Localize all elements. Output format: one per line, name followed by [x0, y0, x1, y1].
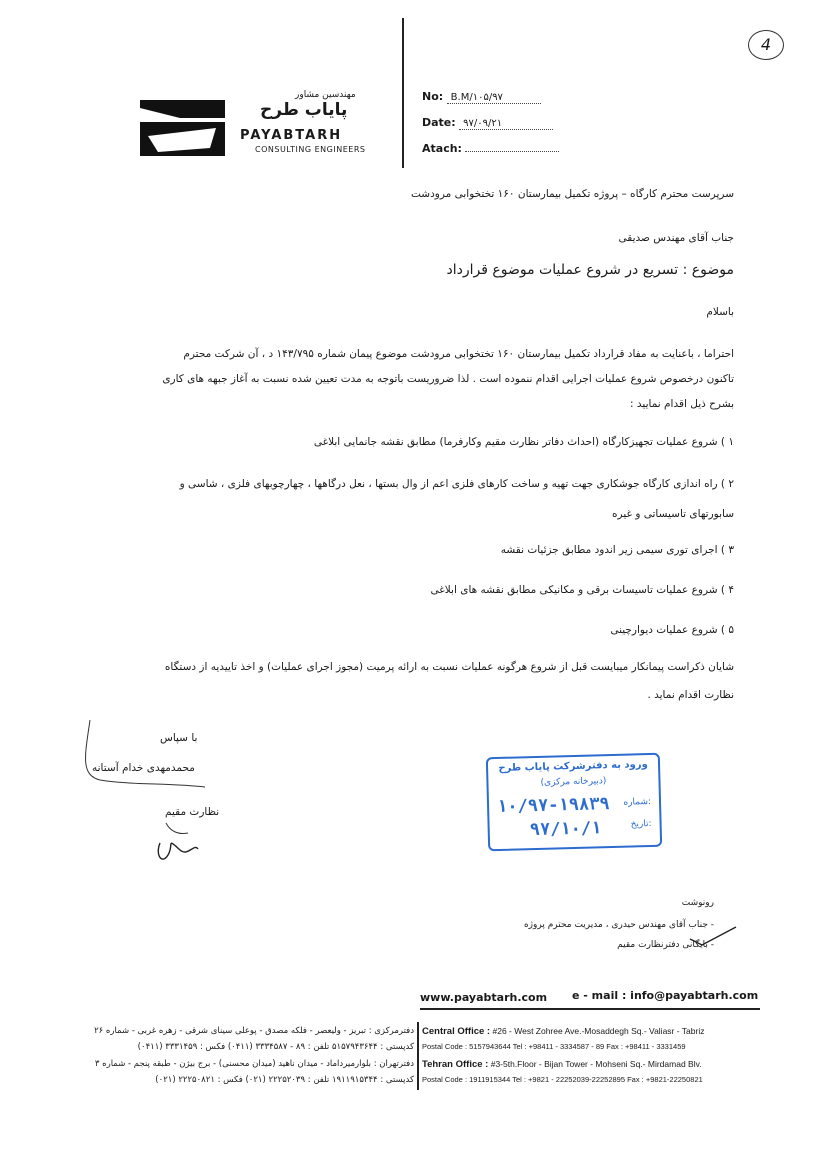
- intro-line-2: تاکنون درخصوص شروع عملیات اجرایی اقدام ننموده است . لذا ضروریست باتوجه به مدت تعیین شده نسبت به آغاز جبهه های کاری: [162, 373, 734, 385]
- attach-label: Atach:: [422, 142, 462, 155]
- central-office-contact-fa: کدپستی : ۵۱۵۷۹۴۳۶۴۴ تلفن : ۸۹ - ۳۳۳۴۵۸۷ (۰۴۱۱) فکس : ۳۳۳۱۴۵۹ (۰۴۱۱): [137, 1042, 414, 1052]
- no-label: No:: [422, 90, 444, 103]
- item-5: ۵ ) شروع عملیات دیوارچینی: [610, 624, 734, 636]
- letter-number-row: [422, 90, 541, 104]
- handwritten-signature: [70, 715, 220, 880]
- footer-email: e - mail : info@payabtarh.com: [572, 989, 759, 1002]
- stamp-subtitle: (دبیرخانه مرکزی): [540, 776, 607, 788]
- intro-line-1: احتراما ، باعنایت به مفاد قرارداد تکمیل بیمارستان ۱۶۰ تختخوابی مرودشت موضوع پیمان شماره ۱۴۳/۷۹۵ د ، آن شرکت محترم: [183, 348, 734, 360]
- item-3: ۳ ) اجرای توری سیمی زیر اندود مطابق جزئیات نقشه: [500, 544, 734, 556]
- tehran-office-row: [422, 1059, 702, 1070]
- date-label: Date:: [422, 116, 456, 129]
- tehran-office-contact: Postal Code : 1911915344 Tel : +9821 - 22252039-22252895 Fax : +9821-22250821: [422, 1075, 703, 1084]
- logo-company-en: PAYABTARH: [240, 128, 343, 143]
- subject: موضوع : تسریع در شروع عملیات موضوع قرارداد: [446, 262, 734, 278]
- company-logo-mark: [140, 100, 225, 156]
- letter-date: ۹۷/۰۹/۲۱: [459, 118, 553, 130]
- tehran-office-contact-fa: کدپستی : ۱۹۱۱۹۱۵۳۴۴ تلفن : ۲۲۲۵۲۰۳۹ (۰۲۱) فکس : ۲۲۲۵۰۸۲۱ (۰۲۱): [155, 1075, 414, 1085]
- footer-bar: [420, 1008, 760, 1010]
- page-number: 4: [748, 30, 784, 60]
- greeting: باسلام: [706, 306, 734, 318]
- letter-number: B.M/۱۰۵/۹۷: [447, 92, 541, 104]
- signature-thanks: با سپاس: [160, 732, 198, 744]
- item-2-line-2: سابورتهای تاسیساتی و غیره: [612, 508, 734, 520]
- footer-website: www.payabtarh.com: [420, 991, 548, 1004]
- stamp-date: ۹۷/۱۰/۱: [529, 818, 602, 841]
- logo-consulting-fa: مهندسین مشاور: [295, 90, 356, 100]
- tehran-office-address: #3-5th.Floor - Bijan Tower - Mohseni Sq.- Mirdamad Blv.: [490, 1059, 702, 1069]
- closing-line-1: شایان ذکراست پیمانکار میبایست قبل از شروع هرگونه عملیات نسبت به ارائه پرمیت (مجوز اجرای عملیات) و اخذ تاییدیه از دستگاه: [164, 661, 734, 673]
- cc-title: رونوشت: [681, 898, 714, 908]
- item-2-line-1: ۲ ) راه اندازی کارگاه جوشکاری جهت تهیه و ساخت کارهای فلزی اعم از وال بستها ، نعل درگاهها ، چهارچوبهای فلزی ، شاسی و: [179, 478, 734, 490]
- recipient: سرپرست محترم کارگاه – پروژه تکمیل بیمارستان ۱۶۰ تختخوابی مرودشت: [411, 188, 734, 200]
- logo-company-fa: پایاب طرح: [260, 100, 348, 120]
- header-divider: [402, 18, 404, 168]
- stamp-number: ۱۰/۹۷-۱۹۸۳۹: [496, 794, 610, 818]
- item-4: ۴ ) شروع عملیات تاسیسات برقی و مکانیکی مطابق نقشه های ابلاغی: [430, 584, 734, 596]
- attach-value: [465, 151, 559, 152]
- closing-line-2: نظارت اقدام نماید .: [647, 689, 734, 701]
- intro-line-3: بشرح ذیل اقدام نمایید :: [630, 398, 734, 410]
- central-office-label: Central Office :: [422, 1026, 491, 1037]
- central-office-contact: Postal Code : 5157943644 Tel : +98411 - 3334587 - 89 Fax : +98411 - 3331459: [422, 1042, 686, 1051]
- stamp-title: ورود به دفترشرکت پایاب طرح: [498, 759, 648, 774]
- logo-subtitle: CONSULTING ENGINEERS: [255, 145, 366, 154]
- tehran-office-fa: دفترتهران : بلوارمیرداماد - میدان ناهید (میدان محسنی) - برج بیژن - طبقه پنجم - شماره ۳: [94, 1059, 414, 1069]
- central-office-row: [422, 1026, 704, 1037]
- footer-divider: [417, 1022, 419, 1090]
- central-office-address: #26 - West Zohree Ave.-Mosaddegh Sq.- Valiasr - Tabriz: [492, 1026, 705, 1036]
- item-1: ۱ ) شروع عملیات تجهیزکارگاه (احداث دفاتر نظارت مقیم وکارفرما) مطابق نقشه جانمایی ابلاغی: [313, 436, 734, 448]
- signature-name: محمدمهدی خدام آستانه: [92, 762, 195, 774]
- cc-checkmark: [688, 925, 738, 947]
- cc-line-1: - جناب آقای مهندس حیدری ، مدیریت محترم پروژه: [523, 920, 714, 930]
- addressee: جناب آقای مهندس صدیقی: [618, 232, 734, 244]
- letter-date-row: [422, 116, 553, 130]
- attach-row: [422, 142, 559, 155]
- tehran-office-label: Tehran Office :: [422, 1059, 489, 1070]
- received-stamp: [486, 753, 662, 852]
- central-office-fa: دفترمرکزی : تبریز - ولیعصر - فلکه مصدق - پوعلی سینای شرقی - زهره غربی - شماره ۲۶: [94, 1026, 414, 1036]
- stamp-date-label: تاریخ:: [630, 818, 652, 830]
- stamp-number-label: شماره:: [623, 796, 652, 808]
- cc-line-2: - بایگانی دفترنظارت مقیم: [617, 940, 714, 950]
- signature-role: نظارت مقیم: [165, 806, 220, 818]
